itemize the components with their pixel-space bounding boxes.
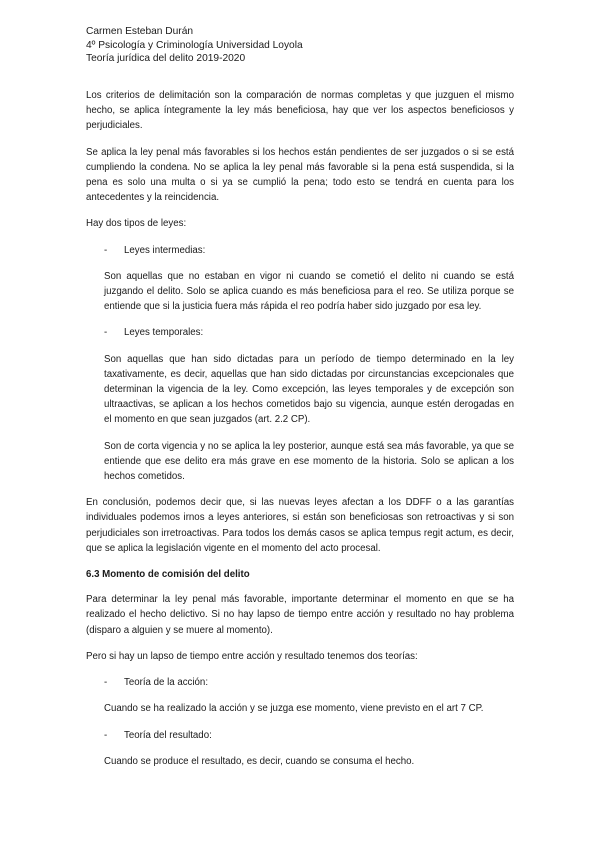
bullet-teoria-accion (86, 675, 514, 690)
paragraph-ley-favorable: Se aplica la ley penal más favorables si los hechos están pendientes de ser juzgados o si se está cumpliendo la condena. No se aplica la ley penal más favorable si la pena está suspendida, si la pena es solo una multa o si ya se cumplió la pena; todo esto se tendrá en cuenta para los antecedentes y la reincidencia. (86, 146, 514, 204)
document-body (86, 88, 514, 780)
paragraph-accion: Cuando se ha realizado la acción y se juzga ese momento, viene previsto en el art 7 CP. (104, 703, 484, 715)
course-line: 4º Psicología y Criminología Universidad Loyola (86, 39, 303, 51)
bullet-leyes-temporales (86, 325, 514, 340)
author-name: Carmen Esteban Durán (86, 26, 194, 37)
paragraph-criterios: Los criterios de delimitación son la comparación de normas completas y que juzguen el mismo hecho, se aplica íntegramente la ley más beneficiosa, hay que ver los aspectos beneficiosos y perjudiciales. (86, 90, 514, 132)
bullet-label: Leyes intermedias: (124, 244, 206, 256)
document-header (86, 25, 303, 66)
bullet-label: Leyes temporales: (124, 327, 204, 339)
paragraph-resultado: Cuando se produce el resultado, es decir, cuando se consuma el hecho. (104, 755, 415, 767)
bullet-dash: - (104, 677, 108, 689)
paragraph-temporales-1: Son aquellas que han sido dictadas para un período de tiempo determinado en la ley taxativamente, es decir, aquellas que han sido dictadas por circunstancias excepcionales que determinan la vigencia de la ley. Como excepción, las leyes temporales y de excepción son ultraactivas, se aplican a los hechos cometidos bajo su vigencia, aunque estén derogadas en el momento en que sean juzgados (art. 2.2 CP). (104, 353, 514, 426)
bullet-dash: - (104, 244, 108, 256)
paragraph-intermedias: Son aquellas que no estaban en vigor ni cuando se cometió el delito ni cuando se está juzgando el delito. Solo se aplica cuando es más beneficiosa para el reo. Se utiliza porque se entiende que si la justicia fuera más rápida el reo podría haber sido juzgado por esa ley. (104, 270, 514, 313)
bullet-leyes-intermedias (86, 243, 514, 258)
paragraph-conclusion: En conclusión, podemos decir que, si las nuevas leyes afectan a los DDFF o a las garantías individuales podemos irnos a leyes anteriores, si están son beneficiosas son retroactivas y si son perjudiciales son irretroactivas. Para todos los demás casos se aplica tempus regit actum, es decir, que se aplica la legislación vigente en el momento del acto procesal. (86, 497, 514, 554)
bullet-dash: - (104, 327, 108, 339)
bullet-dash: - (104, 729, 108, 741)
bullet-teoria-resultado (86, 728, 514, 743)
paragraph-temporales-2: Son de corta vigencia y no se aplica la ley posterior, aunque está sea más favorable, ya que se entiende que ese delito era más grave en ese momento de la historia. Solo se aplican a los hechos cometidos. (104, 440, 514, 483)
bullet-label: Teoría del resultado: (124, 729, 212, 741)
paragraph-determinar: Para determinar la ley penal más favorable, importante determinar el momento en que se ha realizado el hecho delictivo. Si no hay lapso de tiempo entre acción y resultado no hay problema (disparo a alguien y se muere al momento). (86, 594, 514, 636)
paragraph-tipos-leyes: Hay dos tipos de leyes: (86, 218, 187, 230)
bullet-label: Teoría de la acción: (124, 677, 209, 689)
subject-line: Teoría jurídica del delito 2019-2020 (86, 53, 246, 65)
section-heading: 6.3 Momento de comisión del delito (86, 569, 250, 581)
paragraph-dos-teorias: Pero si hay un lapso de tiempo entre acción y resultado tenemos dos teorías: (86, 650, 418, 662)
